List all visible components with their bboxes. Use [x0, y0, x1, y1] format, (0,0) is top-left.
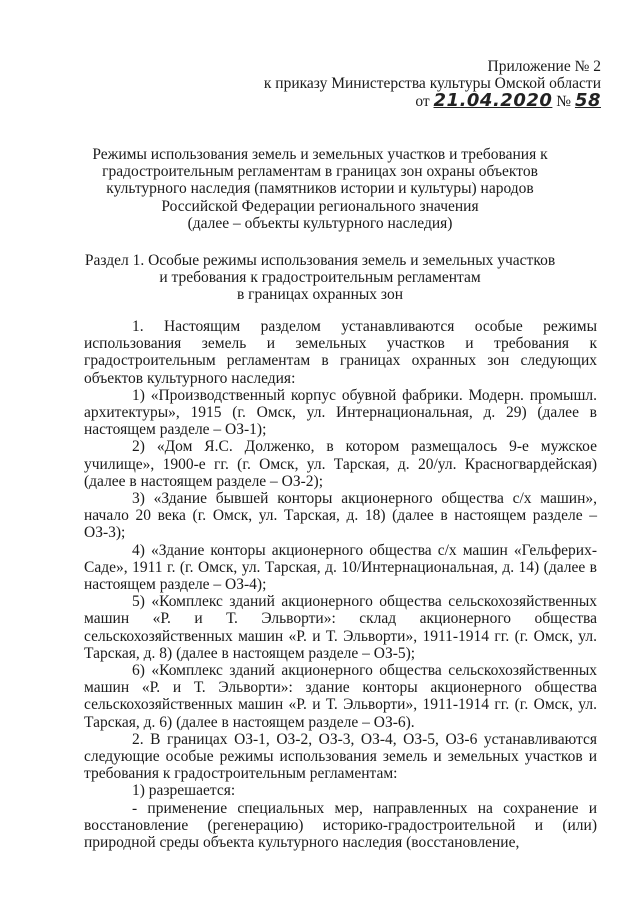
paragraph: 1. Настоящим разделом устанавливаются особые режимы использования земель и земельных участков и требования к градостроительным регламентам в границах охранных зон следующих объектов культурного наследия: — [84, 318, 597, 387]
handwritten-date: 21.04.2020 — [433, 90, 553, 111]
paragraph: - применение специальных мер, направленных на сохранение и восстановление (регенерацию) историко-градостроительной и (или) природной среды объекта культурного наследия (восстановление, — [84, 799, 597, 852]
title-line: культурного наследия (памятников истории и культуры) народов — [106, 180, 534, 198]
paragraph: 4) «Здание конторы акционерного общества с/х машин «Гельферих-Саде», 1911 г. (г. Омск, ул. Тарская, д. 10/Интернациональная, д. 14) (далее в настоящем разделе – ОЗ-4); — [84, 541, 597, 594]
title-line: Российской Федерации регионального значения — [161, 197, 479, 215]
title-line: (далее – объекты культурного наследия) — [187, 214, 453, 232]
paragraph: 5) «Комплекс зданий акционерного общества сельскохозяйственных машин «Р. и Т. Эльворти»: склад акционерного общества сельскохозяйственных машин «Р. и Т. Эльворти», 1911-1914 гг. (г. Омск, ул. Тарская, д. 8) (далее в настоящем разделе – ОЗ-5); — [84, 593, 597, 662]
appendix-header — [264, 58, 601, 110]
appendix-number: Приложение № 2 — [487, 58, 601, 75]
paragraph: 2. В границах ОЗ-1, ОЗ-2, ОЗ-3, ОЗ-4, ОЗ-5, ОЗ-6 устанавливаются следующие особые режимы использования земель и земельных участков и требования к градостроительным регламентам: — [84, 730, 597, 783]
paragraph: 2) «Дом Я.С. Долженко, в котором размещалось 9-е мужское училище», 1900-е гг. (г. Омск, ул. Тарская, д. 20/ул. Красногвардейская) (далее в настоящем разделе – ОЗ-2); — [84, 438, 597, 490]
paragraph: 1) разрешается: — [132, 782, 236, 800]
section-heading — [70, 252, 570, 304]
title-line: градостроительным регламентам в границах зон охраны объектов — [102, 163, 538, 181]
from-prefix: от — [415, 93, 430, 110]
document-title — [70, 146, 570, 232]
paragraph: 3) «Здание бывшей конторы акционерного общества с/х машин», начало 20 века (г. Омск, ул. Тарская, д. 18) (далее в настоящем разделе – ОЗ-3); — [84, 490, 597, 542]
paragraph: 1) «Производственный корпус обувной фабрики. Модерн. промышл. архитектуры», 1915 (г. Омск, ул. Интернациональная, д. 29) (далее в настоящем разделе – ОЗ-1); — [84, 386, 597, 439]
section-heading-line: и требования к градостроительным регламентам — [159, 269, 481, 287]
handwritten-number: 58 — [574, 90, 601, 111]
paragraph: 6) «Комплекс зданий акционерного общества сельскохозяйственных машин «Р. и Т. Эльворти»: здание конторы акционерного общества сельскохозяйственных машин «Р. и Т. Эльворти», 1911-1914 гг. (г. Омск, ул. Тарская, д. 6) (далее в настоящем разделе – ОЗ-6). — [84, 662, 597, 731]
order-reference: к приказу Министерства культуры Омской области — [263, 75, 601, 92]
order-date-line — [264, 92, 601, 110]
section-heading-line: Раздел 1. Особые режимы использования земель и земельных участков — [84, 252, 556, 269]
document-body — [84, 318, 597, 851]
title-line: Режимы использования земель и земельных участков и требования к — [92, 146, 548, 163]
number-sign: № — [556, 93, 572, 110]
section-heading-line: в границах охранных зон — [236, 286, 404, 304]
